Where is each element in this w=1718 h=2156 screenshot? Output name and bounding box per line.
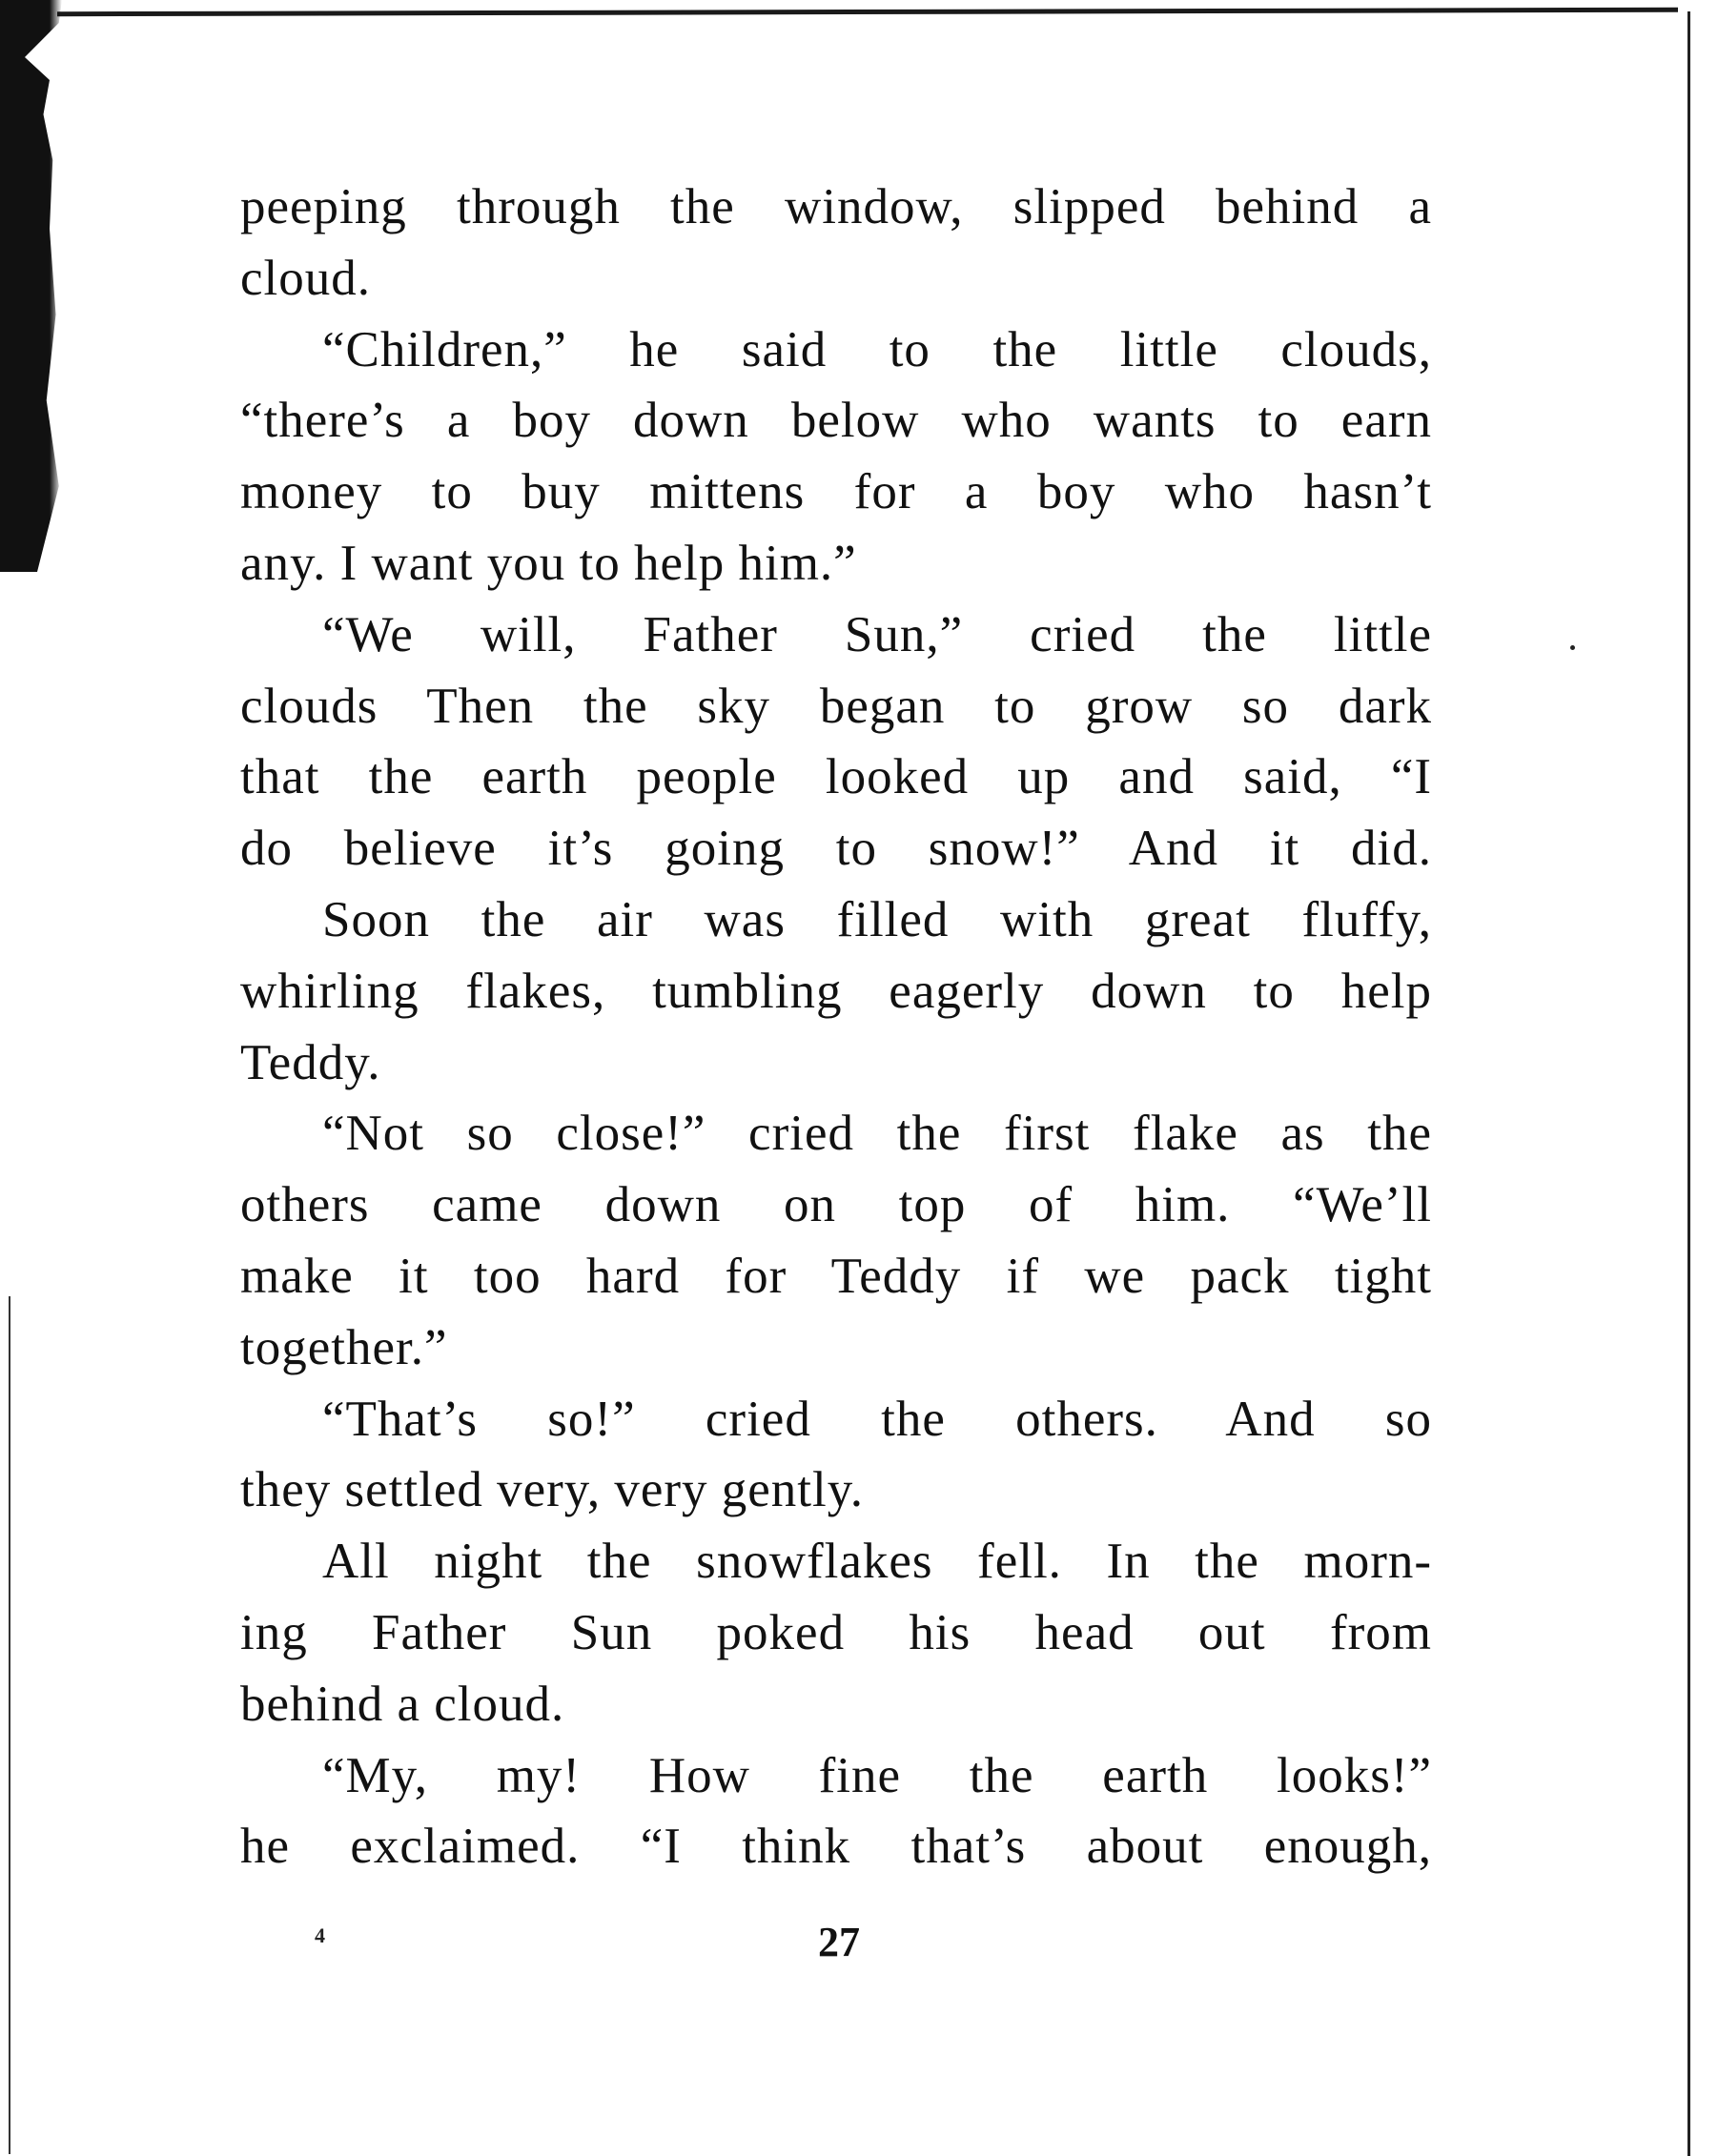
text-line: money to buy mittens for a boy who hasn’t	[240, 464, 1432, 520]
scan-left-shadow	[0, 0, 62, 572]
text-line: whirling flakes, tumbling eagerly down to help	[240, 963, 1432, 1019]
text-line: they settled very, very gently.	[240, 1462, 865, 1518]
scan-left-edge	[9, 1296, 10, 2154]
text-line: others came down on top of him. “We’ll	[240, 1177, 1432, 1233]
body-text	[240, 172, 1432, 1882]
text-line: Teddy.	[240, 1034, 381, 1090]
text-line: Soon the air was filled with great fluffy,	[322, 891, 1432, 947]
text-line: clouds Then the sky began to grow so dark	[240, 678, 1432, 734]
signature-mark: 4	[315, 1923, 325, 1947]
scan-speck	[1570, 645, 1575, 650]
text-line: “there’s a boy down below who wants to earn	[240, 393, 1432, 449]
scan-top-edge	[57, 8, 1678, 16]
text-line: peeping through the window, slipped behind a	[240, 179, 1432, 234]
text-line: All night the snowflakes fell. In the morn-	[322, 1534, 1432, 1590]
text-line: “Not so close!” cried the first flake as the	[322, 1106, 1432, 1162]
text-line: “That’s so!” cried the others. And so	[322, 1391, 1432, 1447]
text-line: “My, my! How fine the earth looks!”	[322, 1747, 1432, 1803]
text-line: “Children,” he said to the little clouds,	[322, 321, 1432, 377]
page-number: 27	[818, 1919, 860, 1965]
text-line: ing Father Sun poked his head out from	[240, 1604, 1432, 1660]
text-line: that the earth people looked up and said, “I	[240, 749, 1432, 805]
text-line: he exclaimed. “I think that’s about enough,	[240, 1819, 1432, 1875]
text-line: any. I want you to help him.”	[240, 535, 857, 591]
text-line: behind a cloud.	[240, 1676, 565, 1732]
text-line: “We will, Father Sun,” cried the little	[322, 606, 1432, 662]
text-line: do believe it’s going to snow!” And it did.	[240, 821, 1432, 877]
text-line: cloud.	[240, 250, 371, 306]
text-line: together.”	[240, 1319, 448, 1375]
text-line: make it too hard for Teddy if we pack tight	[240, 1248, 1432, 1304]
scan-right-edge	[1687, 11, 1690, 2156]
